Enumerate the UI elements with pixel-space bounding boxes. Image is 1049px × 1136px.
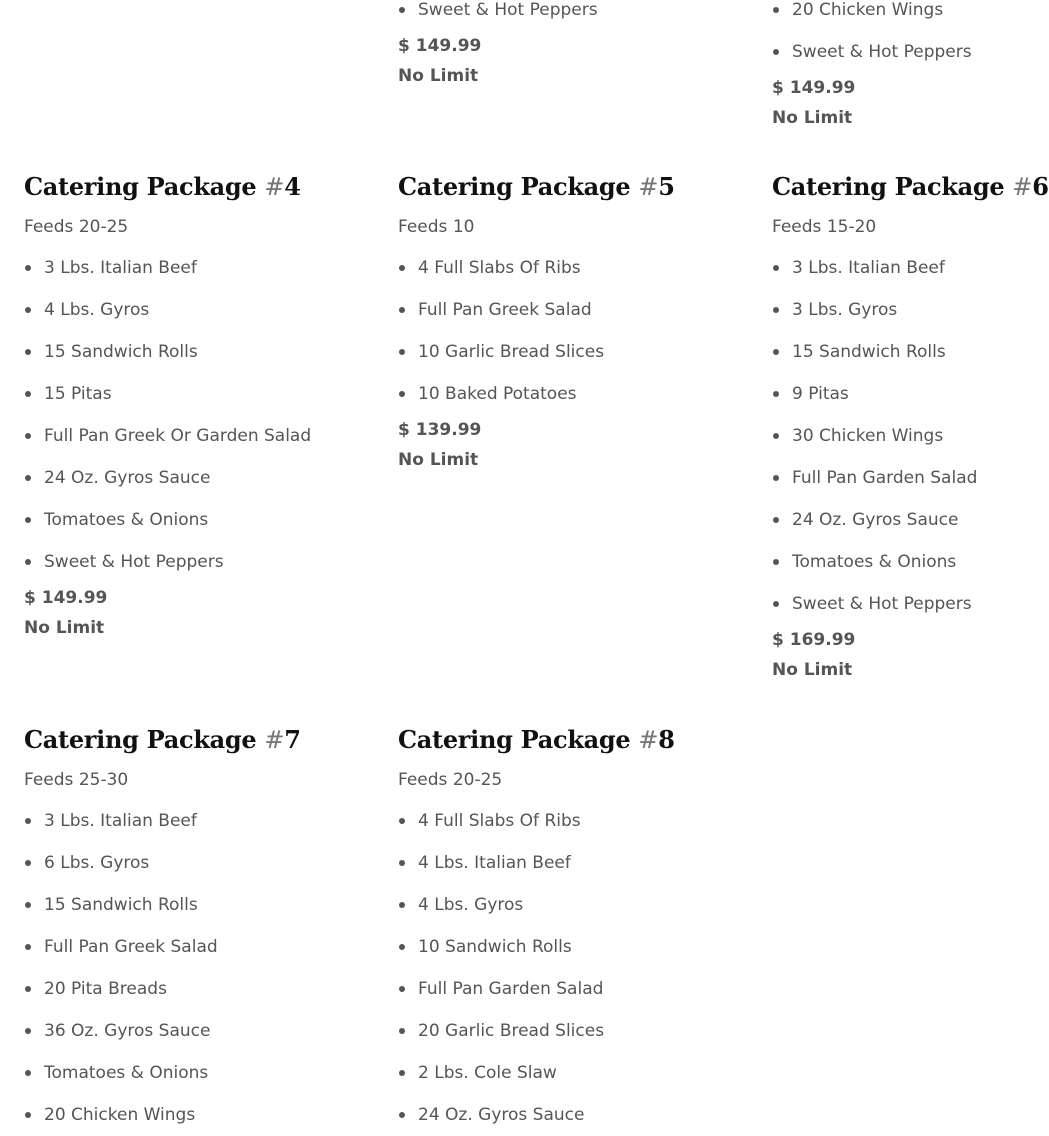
list-item: 3 Lbs. Gyros [772, 289, 1030, 331]
list-item: Sweet & Hot Peppers [24, 541, 384, 583]
list-item: Full Pan Garden Salad [772, 457, 1030, 499]
list-item: 24 Oz. Gyros Sauce [24, 457, 384, 499]
list-item: 4 Lbs. Gyros [24, 289, 384, 331]
package-feeds: Feeds 20-25 [24, 217, 129, 237]
package-item-list [24, 800, 384, 1136]
list-item: 15 Pitas [24, 373, 384, 415]
catering-package-6 [772, 167, 1049, 685]
package-title: Catering Package #6 [772, 172, 1049, 201]
list-item: 4 Full Slabs Of Ribs [398, 247, 758, 289]
package-item-list [398, 800, 758, 1136]
list-item: 4 Full Slabs Of Ribs [398, 800, 758, 842]
list-item: 6 Lbs. Gyros [24, 842, 384, 884]
list-item: 2 Lbs. Cole Slaw [398, 1052, 758, 1094]
list-item: 24 Oz. Gyros Sauce [772, 499, 1030, 541]
package-limit: No Limit [24, 618, 105, 638]
list-item: 3 Lbs. Italian Beef [772, 247, 1030, 289]
list-item: 4 Lbs. Gyros [398, 884, 758, 926]
list-item: 15 Sandwich Rolls [24, 884, 384, 926]
list-item: 10 Sandwich Rolls [398, 926, 758, 968]
package-title: Catering Package #7 [24, 725, 301, 754]
package-price: $ 149.99 [398, 36, 482, 56]
package-feeds: Feeds 10 [398, 217, 475, 237]
package-item-list [772, 0, 1030, 73]
package-limit: No Limit [772, 660, 853, 680]
list-item: 20 Chicken Wings [24, 1094, 384, 1136]
package-3-item-list [398, 0, 758, 31]
package-title: Catering Package #5 [398, 172, 675, 201]
list-item: Full Pan Greek Or Garden Salad [24, 415, 384, 457]
list-item: 10 Baked Potatoes [398, 373, 758, 415]
package-item-list [24, 247, 384, 583]
package-item-list [398, 247, 758, 415]
package-title: Catering Package #8 [398, 725, 675, 754]
catering-package-8 [398, 720, 758, 1136]
package-3-tail [398, 0, 758, 91]
list-item: Full Pan Greek Salad [24, 926, 384, 968]
package-price: $ 149.99 [772, 78, 856, 98]
list-item: 20 Pita Breads [24, 968, 384, 1010]
package-feeds: Feeds 25-30 [24, 770, 129, 790]
list-item: Sweet & Hot Peppers [398, 0, 758, 31]
list-item: 20 Chicken Wings [772, 0, 1030, 31]
list-item: 15 Sandwich Rolls [772, 331, 1030, 373]
list-item: Tomatoes & Onions [772, 541, 1030, 583]
package-limit: No Limit [398, 66, 479, 86]
list-item: 4 Lbs. Italian Beef [398, 842, 758, 884]
package-item-list [772, 247, 1030, 625]
package-price: $ 169.99 [772, 630, 856, 650]
package-limit: No Limit [772, 108, 853, 128]
catering-package-4 [24, 167, 384, 643]
list-item: Tomatoes & Onions [24, 1052, 384, 1094]
list-item: Sweet & Hot Peppers [772, 31, 1030, 73]
list-item: 10 Garlic Bread Slices [398, 331, 758, 373]
list-item: 9 Pitas [772, 373, 1030, 415]
package-price: $ 149.99 [24, 588, 108, 608]
package-tail-right [772, 0, 1030, 133]
list-item: Full Pan Greek Salad [398, 289, 758, 331]
list-item: 3 Lbs. Italian Beef [24, 800, 384, 842]
list-item: 24 Oz. Gyros Sauce [398, 1094, 758, 1136]
list-item: Full Pan Garden Salad [398, 968, 758, 1010]
list-item: 20 Garlic Bread Slices [398, 1010, 758, 1052]
list-item: Sweet & Hot Peppers [772, 583, 1030, 625]
list-item: 3 Lbs. Italian Beef [24, 247, 384, 289]
package-feeds: Feeds 15-20 [772, 217, 877, 237]
package-title: Catering Package #4 [24, 172, 301, 201]
catering-package-5 [398, 167, 758, 475]
package-limit: No Limit [398, 450, 479, 470]
package-price: $ 139.99 [398, 420, 482, 440]
package-feeds: Feeds 20-25 [398, 770, 503, 790]
catering-package-7 [24, 720, 384, 1136]
list-item: 30 Chicken Wings [772, 415, 1030, 457]
list-item: Tomatoes & Onions [24, 499, 384, 541]
list-item: 15 Sandwich Rolls [24, 331, 384, 373]
list-item: 36 Oz. Gyros Sauce [24, 1010, 384, 1052]
